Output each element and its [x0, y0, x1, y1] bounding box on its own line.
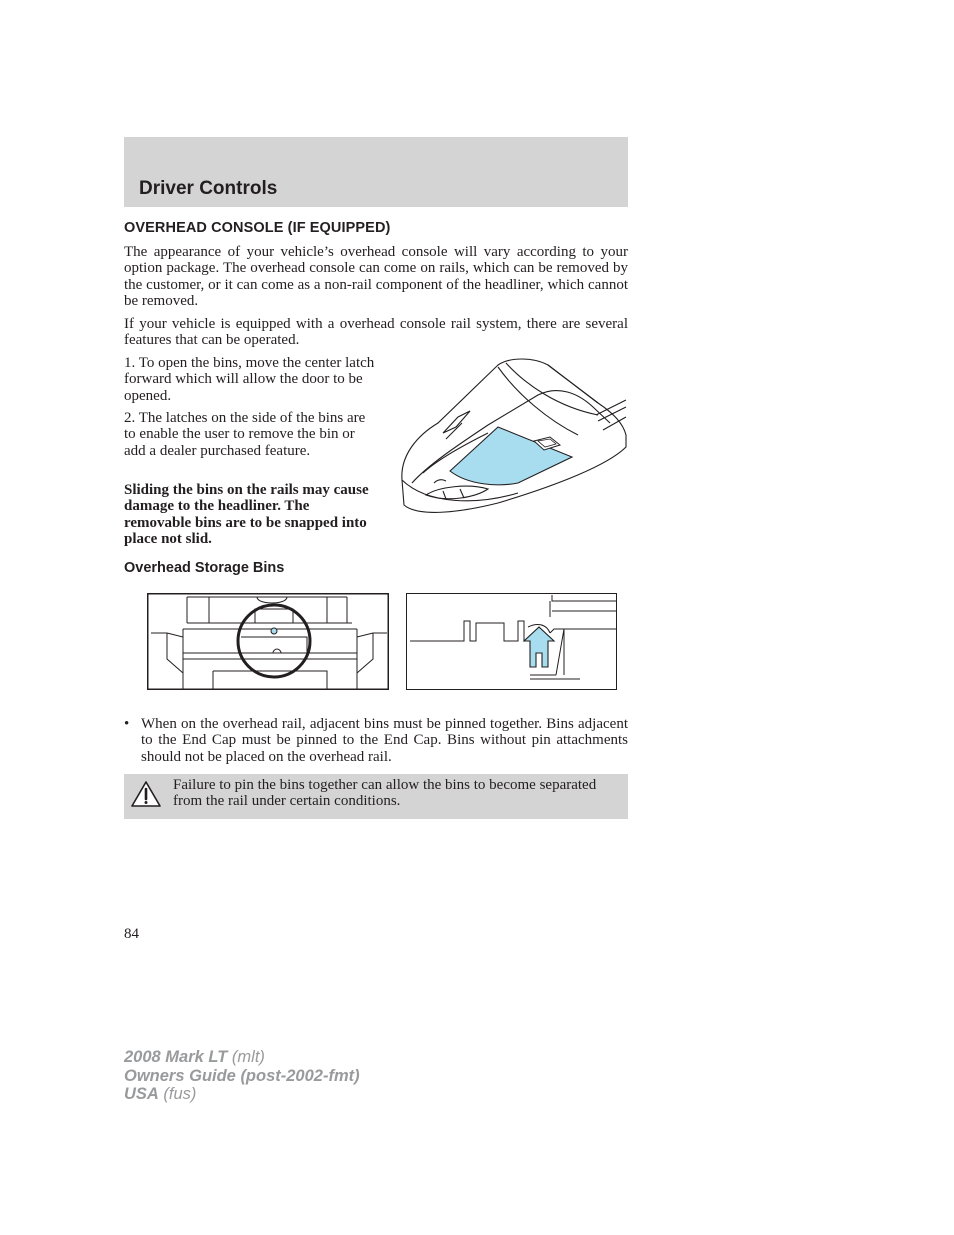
step-2: 2. The latches on the side of the bins are to enable the user to remove the bin or add a dealer purchased feature. [124, 410, 366, 459]
footer [124, 1048, 360, 1104]
warning-triangle-icon [130, 780, 162, 808]
bullet-symbol: • [124, 716, 130, 732]
caution-text: Sliding the bins on the rails may cause damage to the headliner. The removable bins are to be snapped into place not slid. [124, 482, 369, 548]
footer-line-3 [124, 1085, 360, 1104]
page-heading: OVERHEAD CONSOLE (IF EQUIPPED) [124, 220, 391, 236]
step-1: 1. To open the bins, move the center latch forward which will allow the door to be opened. [124, 355, 375, 404]
bins-latch-illustration [406, 593, 617, 690]
page-number: 84 [124, 926, 139, 942]
footer-model-code: (mlt) [227, 1048, 265, 1066]
footer-line-2 [124, 1067, 360, 1086]
footer-line-1 [124, 1048, 360, 1067]
footer-guide: Owners Guide (post-2002-fmt) [124, 1066, 360, 1085]
footer-market-code: (fus) [158, 1085, 197, 1103]
warning-text: Failure to pin the bins together can allow the bins to become separated from the rail under certain conditions. [173, 777, 597, 810]
overhead-console-illustration [398, 355, 628, 520]
bullet-text: When on the overhead rail, adjacent bins must be pinned together. Bins adjacent to the End Cap must be pinned to the End Cap. Bins without pin attachments should not be placed on the overhead rail. [141, 716, 628, 765]
intro-paragraph: The appearance of your vehicle’s overhead console will vary according to your option package. The overhead console can come on rails, which can be removed by the customer, or it can come as a non-rail component of the headliner, which cannot be removed. [124, 244, 628, 310]
footer-market: USA [124, 1085, 159, 1103]
bins-pin-illustration [147, 593, 389, 690]
warning-box [124, 774, 628, 819]
section-title: Driver Controls [139, 178, 278, 199]
subheading: Overhead Storage Bins [124, 560, 285, 576]
rail-system-paragraph: If your vehicle is equipped with a overhead console rail system, there are several features that can be operated. [124, 316, 628, 349]
footer-model: 2008 Mark LT [124, 1048, 228, 1066]
